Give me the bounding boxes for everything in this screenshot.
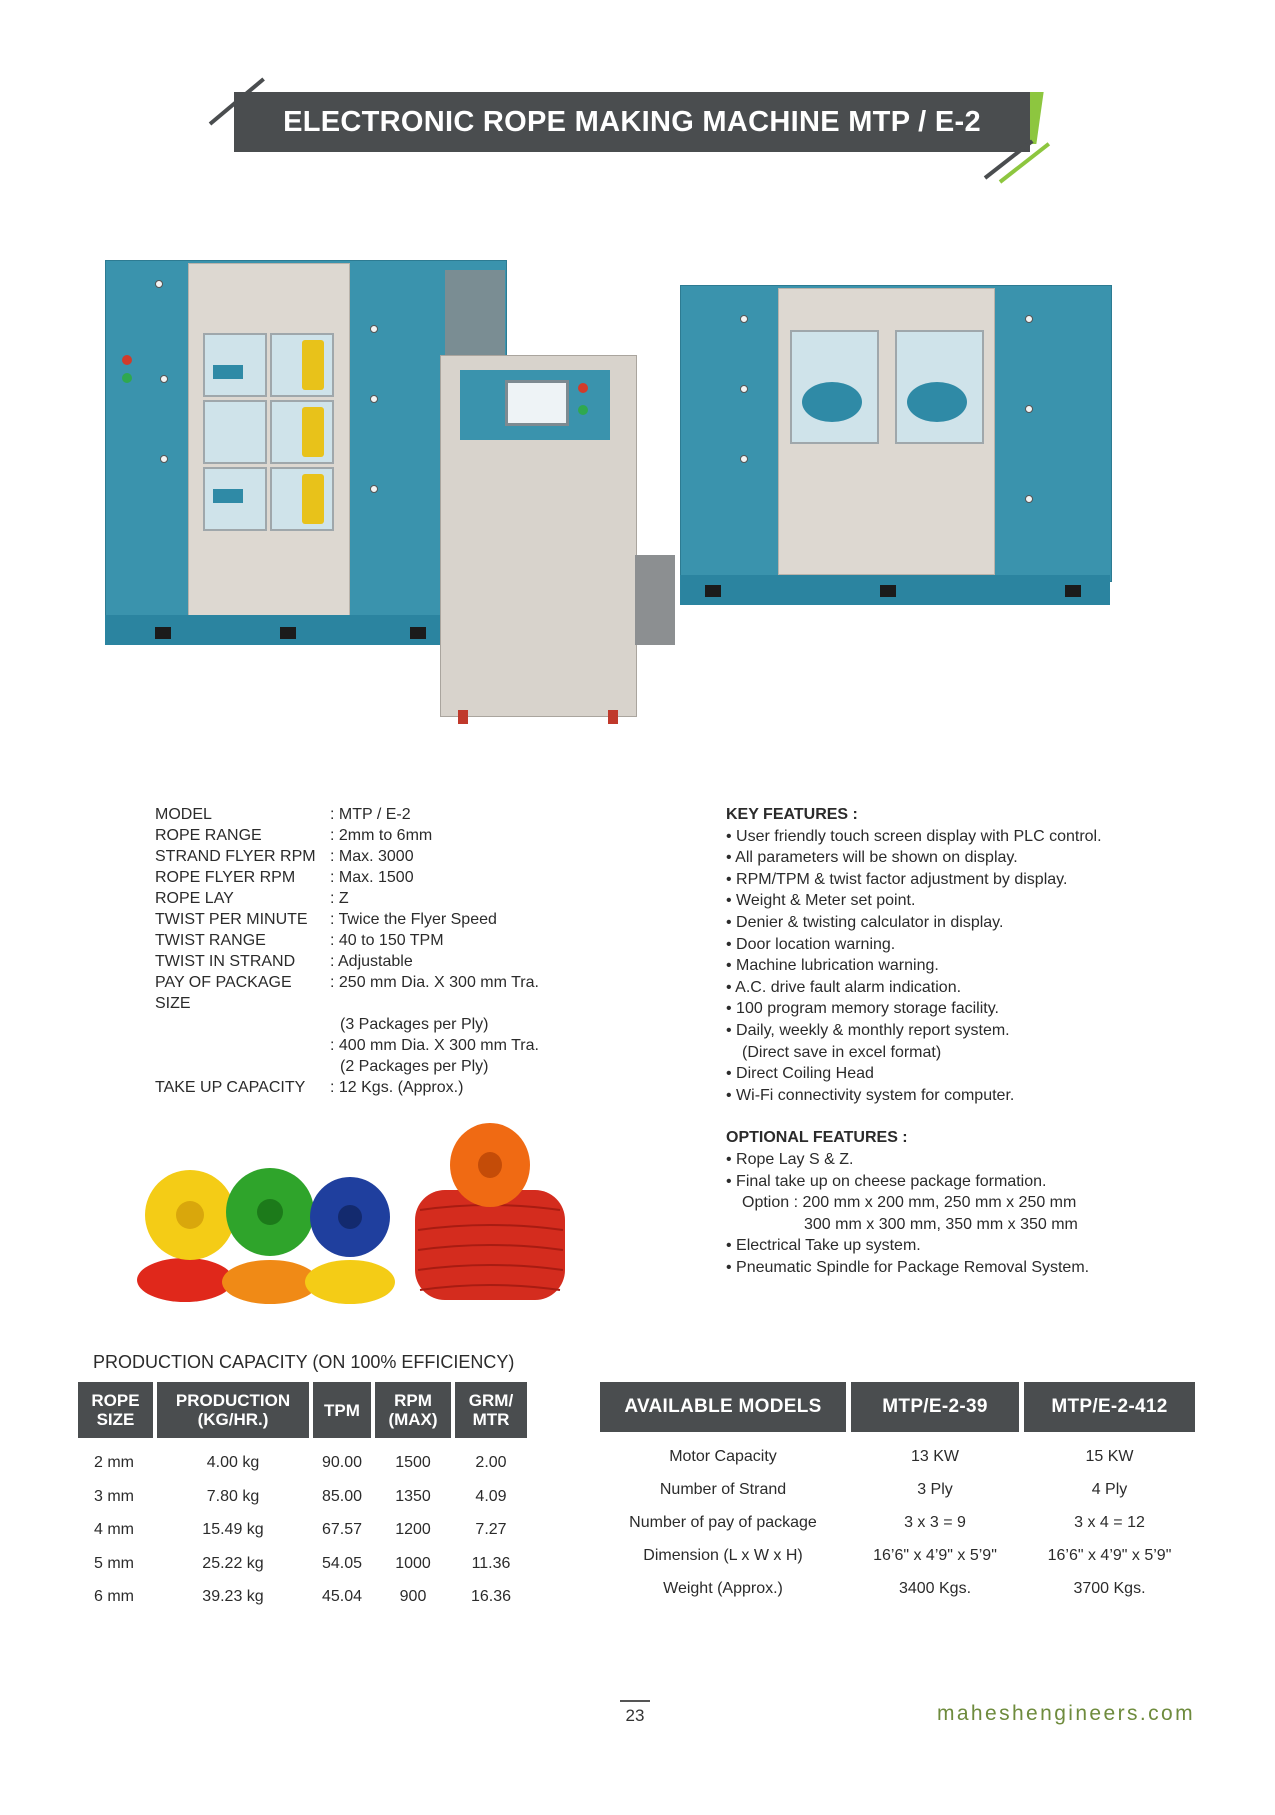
header-line: (MAX) [388, 1410, 438, 1429]
production-cell: 3 mm [94, 1487, 134, 1505]
bolt [740, 385, 748, 393]
start-button [578, 405, 588, 415]
key-features-heading: KEY FEATURES : [726, 806, 858, 823]
rope-coil-orange [222, 1260, 318, 1304]
spec-value: (3 Packages per Ply) [340, 1016, 489, 1033]
models-cell: 3 x 4 = 12 [1074, 1514, 1145, 1531]
header-line: (KG/HR.) [197, 1410, 269, 1429]
production-cell: 25.22 kg [202, 1554, 264, 1572]
bolt [1025, 405, 1033, 413]
window [270, 467, 334, 531]
feature-item: • Direct Coiling Head [726, 1065, 874, 1083]
foot [155, 627, 171, 639]
spec-label [155, 1056, 330, 1077]
spec-row [155, 1056, 539, 1077]
header-text [324, 1401, 360, 1420]
spec-value: (2 Packages per Ply) [340, 1058, 489, 1075]
spec-row [155, 951, 539, 972]
production-cell: 39.23 kg [202, 1588, 264, 1605]
production-cell: 90.00 [321, 1454, 363, 1471]
key-features-list [726, 826, 1102, 1107]
bolt [1025, 495, 1033, 503]
spec-value: : 250 mm Dia. X 300 mm Tra. [330, 974, 539, 991]
indicator-light [122, 355, 132, 365]
feature-item: • A.C. drive fault alarm indication. [726, 978, 962, 996]
window [203, 400, 267, 464]
spec-label: ROPE RANGE [155, 827, 262, 844]
feature-item: 300 mm x 300 mm, 350 mm x 350 mm [804, 1215, 1078, 1233]
spec-row [155, 846, 539, 867]
production-cell: 900 [399, 1588, 427, 1605]
models-cell: 4 Ply [1091, 1481, 1128, 1498]
feature-item: • RPM/TPM & twist factor adjustment by display. [726, 870, 1068, 888]
header-line: ROPE [91, 1391, 140, 1410]
website-url: maheshengineers.com [936, 1702, 1195, 1725]
foot [410, 627, 426, 639]
models-cell: Weight (Approx.) [663, 1580, 783, 1597]
bolt [160, 455, 168, 463]
production-cell: 7.80 kg [206, 1487, 260, 1505]
foot [1065, 585, 1081, 597]
production-cell: 11.36 [471, 1554, 511, 1572]
feature-item: • Machine lubrication warning. [726, 957, 939, 975]
panel-leg [608, 710, 618, 724]
bolt [370, 485, 378, 493]
production-header-cell [313, 1382, 371, 1438]
window [895, 330, 984, 444]
feature-item: • Wi-Fi connectivity system for computer. [726, 1086, 1015, 1104]
header-line: PRODUCTION [175, 1391, 291, 1410]
page-title: ELECTRONIC ROPE MAKING MACHINE MTP / E-2 [234, 92, 1030, 152]
production-header-cell [455, 1382, 527, 1438]
models-cell: Number of pay of package [629, 1514, 817, 1531]
spec-label: ROPE LAY [155, 890, 234, 907]
feature-item: • Daily, weekly & monthly report system. [726, 1021, 1010, 1039]
header-line: RPM [394, 1391, 432, 1410]
spec-label [155, 1014, 330, 1035]
spec-row [155, 930, 539, 951]
optional-features-list [726, 1149, 1102, 1279]
spec-label: ROPE FLYER RPM [155, 869, 296, 886]
header-text [469, 1391, 513, 1429]
spec-value: : Z [330, 890, 349, 907]
production-cell: 2 mm [94, 1454, 134, 1471]
spec-row [155, 825, 539, 846]
spec-list [155, 804, 539, 1098]
production-cell: 1000 [395, 1554, 431, 1572]
feature-item: (Direct save in excel format) [742, 1043, 942, 1061]
spec-value: : Max. 1500 [330, 869, 414, 886]
window [203, 333, 267, 397]
production-cell: 6 mm [94, 1588, 134, 1605]
production-cell: 5 mm [94, 1554, 134, 1572]
models-cell: 13 KW [910, 1448, 959, 1465]
models-header-cell: MTP/E-2-39 [851, 1382, 1019, 1432]
header-line: MTR [472, 1410, 510, 1429]
rope-coil-red [137, 1258, 233, 1302]
spec-value: : 400 mm Dia. X 300 mm Tra. [330, 1037, 539, 1054]
spec-label: TWIST PER MINUTE [155, 911, 308, 928]
connector-bar [635, 555, 675, 645]
rope-coils-photo [135, 1120, 575, 1310]
production-cell: 4.00 kg [206, 1454, 260, 1471]
rope-coil-yellow [305, 1260, 395, 1304]
window [270, 333, 334, 397]
spec-row [155, 1014, 539, 1035]
header-text [388, 1391, 437, 1429]
features-block [726, 804, 1102, 1278]
feature-item: • User friendly touch screen display with PLC control. [726, 827, 1102, 845]
models-cell: 3400 Kgs. [898, 1580, 972, 1597]
feature-item: • Final take up on cheese package formation. [726, 1172, 1047, 1190]
foot [280, 627, 296, 639]
panel-leg [458, 710, 468, 724]
feature-item: • Weight & Meter set point. [726, 892, 916, 910]
indicator-light [122, 373, 132, 383]
foot [705, 585, 721, 597]
models-cell: 3700 Kgs. [1073, 1580, 1146, 1597]
feature-item: • Pneumatic Spindle for Package Removal System. [726, 1258, 1090, 1276]
spec-row [155, 804, 539, 825]
production-title: PRODUCTION CAPACITY (ON 100% EFFICIENCY) [93, 1352, 515, 1372]
touch-screen-display [505, 380, 569, 426]
models-cell: 3 Ply [917, 1481, 953, 1498]
feature-item: • Rope Lay S & Z. [726, 1150, 854, 1168]
production-cell: 4.09 [475, 1487, 507, 1505]
spec-row [155, 972, 539, 1014]
header-line: SIZE [96, 1410, 135, 1429]
header-text [176, 1391, 290, 1429]
spec-label: STRAND FLYER RPM [155, 848, 316, 865]
models-cell: 3 x 3 = 9 [904, 1514, 966, 1531]
production-cell: 54.05 [321, 1554, 363, 1572]
spec-label: TAKE UP CAPACITY [155, 1079, 306, 1096]
feature-item: • Denier & twisting calculator in display. [726, 913, 1004, 931]
feature-item: • All parameters will be shown on display. [726, 849, 1018, 867]
bolt [1025, 315, 1033, 323]
models-header-cell: MTP/E-2-412 [1024, 1382, 1195, 1432]
models-cell: Number of Strand [659, 1481, 787, 1498]
spec-value: : MTP / E-2 [330, 806, 411, 823]
header-text [91, 1391, 139, 1429]
production-cell: 15.49 kg [202, 1521, 264, 1538]
bolt [740, 315, 748, 323]
spec-value: : Max. 3000 [330, 848, 414, 865]
production-header-cell [157, 1382, 309, 1438]
feature-item: • Electrical Take up system. [726, 1237, 921, 1255]
production-header-cell [78, 1382, 153, 1438]
models-header-cell: AVAILABLE MODELS [600, 1382, 846, 1432]
production-cell: 1350 [395, 1487, 431, 1505]
window [270, 400, 334, 464]
header-line: TPM [324, 1400, 360, 1420]
production-cell: 85.00 [321, 1487, 363, 1505]
feature-item: Option : 200 mm x 200 mm, 250 mm x 250 mm [742, 1194, 1077, 1212]
foot [880, 585, 896, 597]
spec-row [155, 1077, 539, 1098]
bolt [160, 375, 168, 383]
spec-row [155, 867, 539, 888]
machine-photo [100, 255, 1175, 735]
spec-label: MODEL [155, 806, 212, 823]
spec-value: : Twice the Flyer Speed [330, 911, 497, 928]
page-number-rule [620, 1700, 650, 1702]
title-banner [210, 72, 1070, 172]
production-cell: 1200 [395, 1521, 431, 1538]
feature-item: • Door location warning. [726, 935, 896, 953]
production-cell: 45.04 [321, 1588, 363, 1605]
production-cell: 7.27 [475, 1521, 507, 1538]
spec-value: : Adjustable [330, 953, 413, 970]
models-cell: Dimension (L x W x H) [643, 1547, 803, 1564]
spec-label: TWIST RANGE [155, 932, 266, 949]
stop-button [578, 383, 588, 393]
window [790, 330, 879, 444]
models-cell: 16’6" x 4’9" x 5’9" [873, 1547, 997, 1564]
models-cell: 16’6" x 4’9" x 5’9" [1047, 1547, 1172, 1564]
spec-label: TWIST IN STRAND [155, 953, 296, 970]
models-cell: Motor Capacity [669, 1448, 777, 1465]
page-number: 23 [625, 1706, 645, 1725]
production-cell: 16.36 [470, 1588, 512, 1605]
spec-row [155, 888, 539, 909]
spec-row [155, 1035, 539, 1056]
feature-item: • 100 program memory storage facility. [726, 1000, 999, 1018]
optional-features-heading: OPTIONAL FEATURES : [726, 1129, 908, 1147]
window [203, 467, 267, 531]
header-line: GRM/ [468, 1391, 514, 1410]
production-cell: 67.57 [321, 1521, 363, 1538]
models-cell: 15 KW [1085, 1448, 1134, 1465]
spec-label [155, 1035, 330, 1056]
production-cell: 2.00 [475, 1454, 507, 1471]
production-cell: 1500 [395, 1454, 431, 1471]
bolt [740, 455, 748, 463]
spec-value: : 40 to 150 TPM [330, 932, 444, 949]
production-cell: 4 mm [94, 1521, 134, 1538]
bolt [155, 280, 163, 288]
bolt [370, 395, 378, 403]
production-header-cell [375, 1382, 451, 1438]
spec-value: : 2mm to 6mm [330, 827, 433, 844]
spec-row [155, 909, 539, 930]
spec-value: : 12 Kgs. (Approx.) [330, 1079, 464, 1096]
spec-label: PAY OF PACKAGE SIZE [155, 974, 292, 1012]
bolt [370, 325, 378, 333]
